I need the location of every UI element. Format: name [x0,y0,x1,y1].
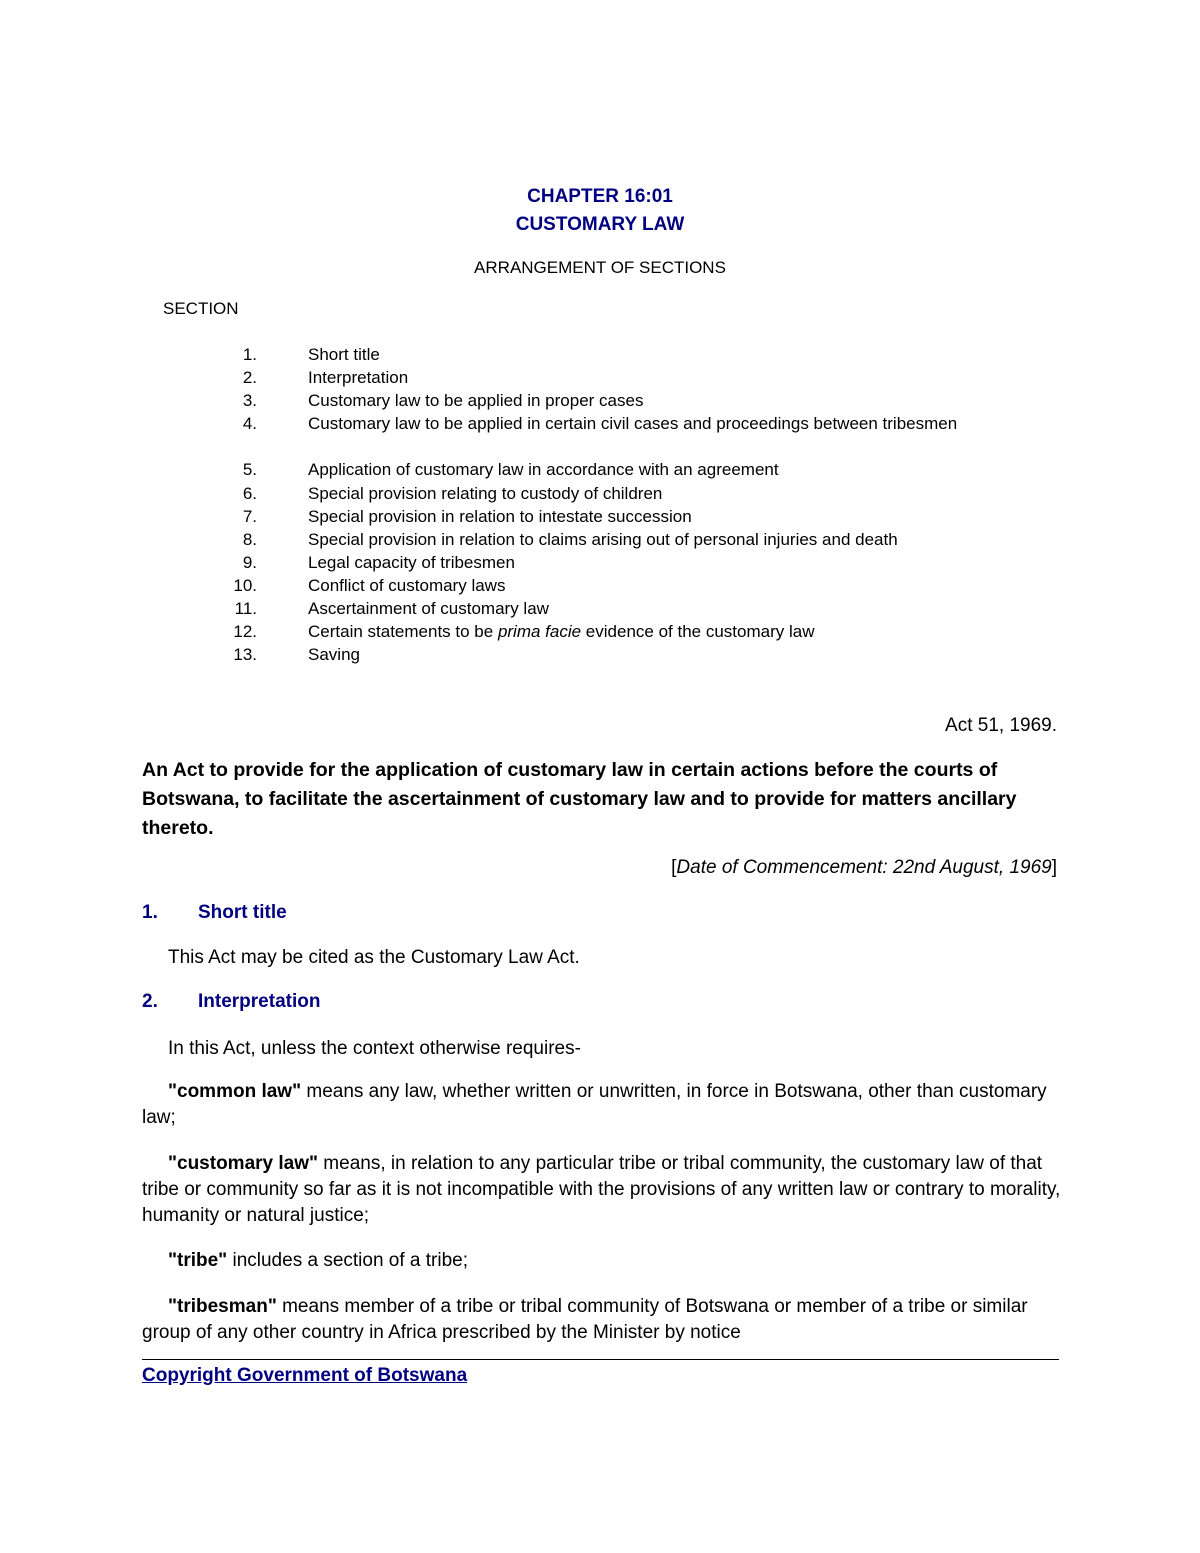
toc-item-number: 13. [233,645,257,665]
toc-item-title: Special provision in relation to intestate succession [308,506,692,526]
commencement-bracket: ] [1051,857,1057,878]
toc-item-title [308,620,1008,643]
toc-item-number: 10. [233,575,257,595]
toc-item-title: Conflict of customary laws [308,575,506,595]
commencement-text: Date of Commencement: 22nd August, 1969 [676,857,1052,878]
toc-item-number: 1. [242,345,257,364]
act-reference: Act 51, 1969. [945,715,1057,736]
chapter-number: CHAPTER 16:01 [527,186,673,207]
toc-item-title-part: Certain statements to be [308,622,498,642]
definition [142,1248,1062,1274]
table-of-contents [0,343,1200,666]
commencement-date [671,857,1057,879]
section-number: 1. [142,902,158,923]
toc-item-number: 4. [242,414,257,434]
section-heading [142,991,320,1013]
toc-item [0,412,1200,458]
toc-item-number: 7. [242,506,257,526]
toc-item-number: 3. [242,391,257,411]
definition [142,1294,1062,1346]
toc-item-title: Customary law to be applied in proper cases [308,391,644,411]
toc-item [0,643,1200,666]
toc-item [0,505,1200,528]
toc-item-title: Special provision in relation to claims arising out of personal injuries and death [308,529,898,549]
definition-text: means any law, whether written or unwritten, in force in Botswana, other than customary law; [142,1081,1047,1128]
toc-item-title: Special provision relating to custody of children [308,483,663,503]
toc-item-number: 5. [242,460,257,480]
section-text: In this Act, unless the context otherwise requires- [168,1038,581,1059]
toc-item-title-part: evidence of the customary law [581,622,815,642]
toc-item-title: Saving [308,645,360,665]
definition [142,1151,1062,1229]
toc-item [0,482,1200,505]
arrangement-heading: ARRANGEMENT OF SECTIONS [474,258,726,277]
section-heading [142,902,287,924]
toc-item-number: 8. [242,529,257,549]
commencement-bracket: [ [671,857,677,878]
toc-item [0,620,1200,643]
definition-text: includes a section of a tribe; [227,1250,469,1271]
toc-item [0,343,1200,366]
toc-item-title: Customary law to be applied in certain civil cases and proceedings between tribesmen [308,414,958,434]
chapter-title: CUSTOMARY LAW [515,214,685,235]
toc-item-title: Short title [308,345,380,364]
toc-item [0,389,1200,412]
toc-item-number: 6. [242,483,257,503]
definition [142,1079,1062,1131]
toc-item-title: Application of customary law in accordance with an agreement [308,460,779,480]
section-title: Short title [198,902,287,923]
section-text: This Act may be cited as the Customary Law Act. [168,947,580,968]
definition-term: "tribe" [168,1250,228,1271]
section-number: 2. [142,991,158,1012]
section-label: SECTION [163,299,239,318]
toc-item [0,458,1200,481]
footer-divider [142,1359,1059,1360]
toc-item-title-italic: prima facie [497,622,582,642]
definition-term: "common law" [168,1081,302,1102]
copyright-link[interactable]: Copyright Government of Botswana [142,1365,468,1386]
toc-item-number: 12. [233,622,257,642]
toc-item-number: 2. [242,368,257,388]
definition-text: means member of a tribe or tribal community of Botswana or member of a tribe or similar group of any other country in Africa prescribed by the Minister by notice [142,1296,1028,1343]
toc-item [0,551,1200,574]
toc-item-number: 9. [242,552,257,572]
toc-item-number: 11. [234,599,257,619]
section-title: Interpretation [198,991,321,1012]
toc-item [0,574,1200,597]
toc-item [0,366,1200,389]
definition-term: "tribesman" [168,1296,277,1317]
long-title: An Act to provide for the application of customary law in certain actions before the courts of Botswana, to facilitate the ascertainment of customary law and to provide for matters ancillary thereto. [142,759,1017,839]
toc-item-title: Interpretation [308,368,409,388]
toc-item [0,597,1200,620]
definition-term: "customary law" [168,1153,319,1174]
toc-item-title: Ascertainment of customary law [308,599,549,619]
toc-item-title: Legal capacity of tribesmen [308,552,515,572]
toc-item [0,528,1200,551]
definition-text: means, in relation to any particular tribe or tribal community, the customary law of that tribe or community so far as it is not incompatible with the provisions of any written law or contrary to morality, humanity or natural justice; [142,1153,1061,1226]
